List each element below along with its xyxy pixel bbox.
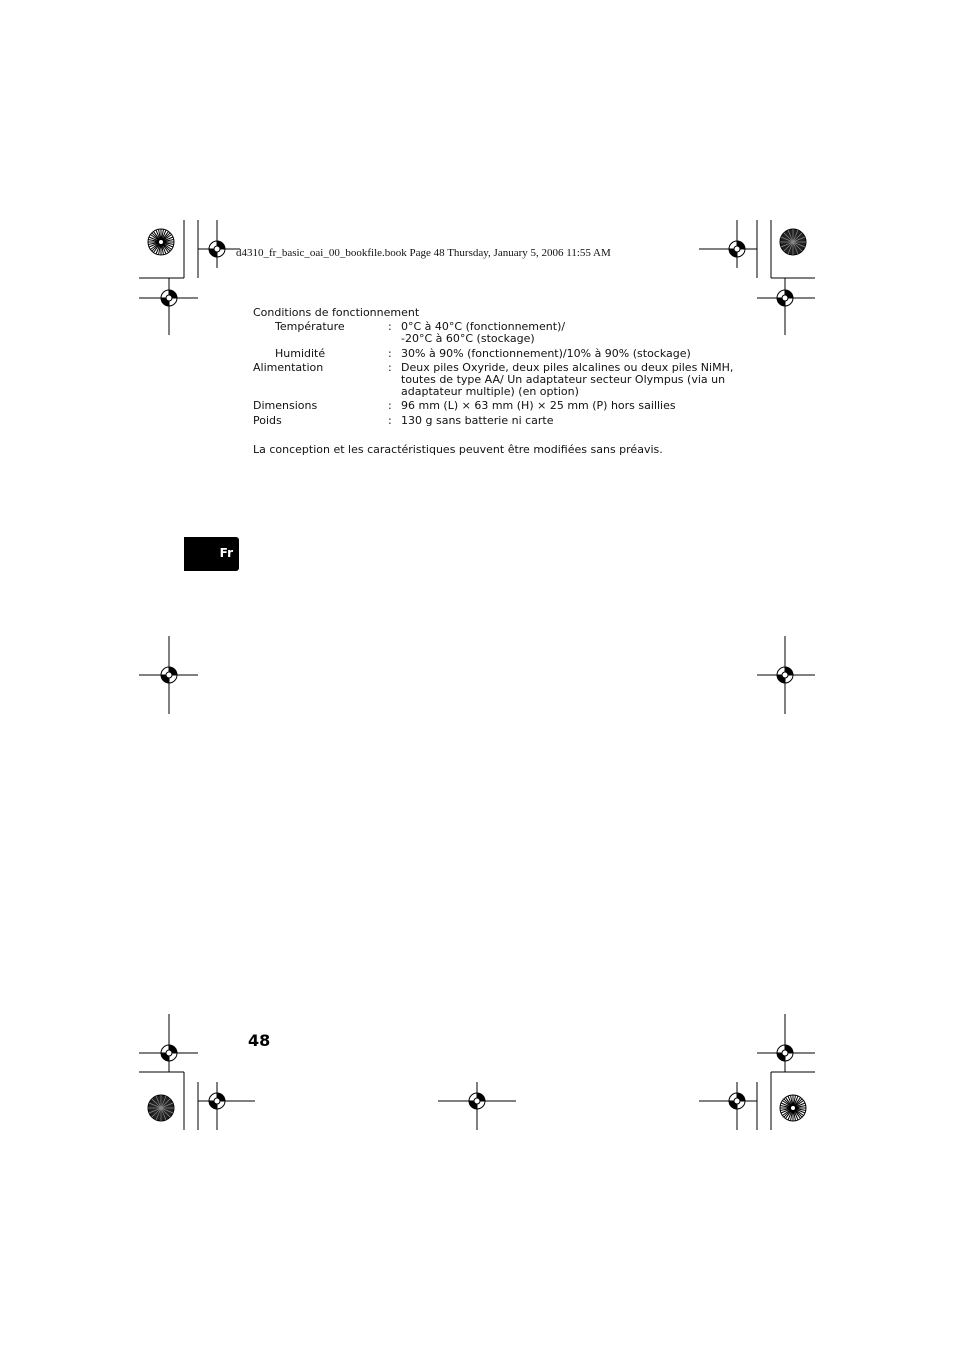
temperature-value-line2: -20°C à 60°C (stockage) (401, 332, 535, 345)
dimensions-label: Dimensions (253, 399, 318, 412)
humidity-value: 30% à 90% (fonctionnement)/10% à 90% (stockage) (401, 347, 691, 360)
print-file-info: d4310_fr_basic_oai_00_bookfile.book Page 48 Thursday, January 5, 2006 11:55 AM (236, 247, 611, 259)
weight-separator: : (388, 414, 392, 427)
humidity-label: Humidité (275, 347, 326, 360)
humidity-separator: : (388, 347, 392, 360)
temperature-separator: : (388, 320, 392, 333)
temperature-label: Température (275, 320, 345, 333)
section-title: Conditions de fonctionnement (253, 306, 420, 319)
temperature-value-line1: 0°C à 40°C (fonctionnement)/ (401, 320, 566, 333)
page-number: 48 (248, 1031, 271, 1050)
disclaimer-note: La conception et les caractéristiques peuvent être modifiées sans préavis. (253, 443, 663, 456)
dimensions-separator: : (388, 399, 392, 412)
language-tab-label: Fr (219, 546, 233, 560)
power-label: Alimentation (253, 361, 324, 374)
weight-label: Poids (253, 414, 282, 427)
power-value-line3: adaptateur multiple) (en option) (401, 385, 579, 398)
weight-value: 130 g sans batterie ni carte (401, 414, 554, 427)
power-value-line1: Deux piles Oxyride, deux piles alcalines ou deux piles NiMH, (401, 361, 734, 374)
power-separator: : (388, 361, 392, 374)
language-tab (184, 537, 239, 571)
dimensions-value: 96 mm (L) × 63 mm (H) × 25 mm (P) hors saillies (401, 399, 676, 412)
power-value-line2: toutes de type AA/ Un adaptateur secteur Olympus (via un (401, 373, 726, 386)
